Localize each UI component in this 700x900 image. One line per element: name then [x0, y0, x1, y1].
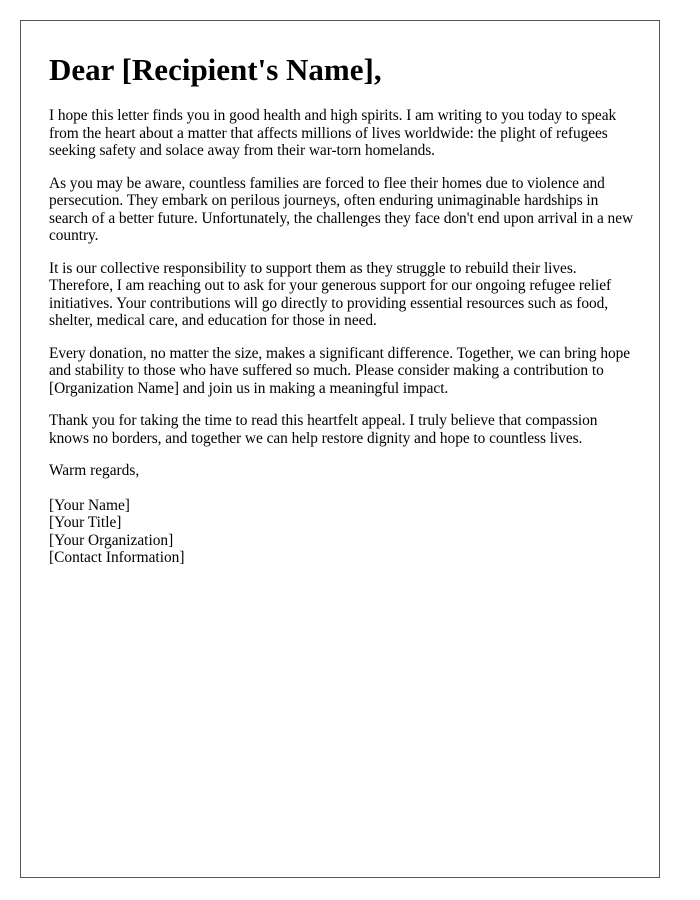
signature-organization: [Your Organization] [49, 531, 174, 549]
signature-name: [Your Name] [49, 496, 130, 514]
paragraph-intro: I hope this letter finds you in good health and high spirits. I am writing to you today to speak from the heart about a matter that affects millions of lives worldwide: the plight of refugees seeking safety and solace away from their war-torn homelands. [49, 107, 617, 159]
salutation: Dear [Recipient's Name], [49, 52, 382, 87]
signature-contact: [Contact Information] [49, 549, 185, 566]
paragraph-donation: Every donation, no matter the size, makes a significant difference. Together, we can bring hope and stability to those who have suffered so much. Please consider making a contribution to [Organization Name] and join us in making a meaningful impact. [49, 344, 631, 397]
letter-page [20, 20, 660, 878]
signature-block [49, 497, 637, 567]
paragraph-thanks: Thank you for taking the time to read this heartfelt appeal. I truly believe that compassion knows no borders, and together we can help restore dignity and hope to countless lives. [49, 412, 598, 447]
letter-body [49, 51, 637, 567]
signature-title: [Your Title] [49, 514, 122, 531]
paragraph-context: As you may be aware, countless families are forced to flee their homes due to violence and persecution. They embark on perilous journeys, often enduring unimaginable hardships in search of a better future. Unfortunately, the challenges they face don't end upon arrival in a new country. [49, 174, 634, 244]
paragraph-request: It is our collective responsibility to support them as they struggle to rebuild their lives. Therefore, I am reaching out to ask for your generous support for our ongoing refugee relief initiatives. Your contributions will go directly to providing essential resources such as food, shelter, medical care, and education for those in need. [49, 259, 612, 329]
closing: Warm regards, [49, 462, 140, 479]
